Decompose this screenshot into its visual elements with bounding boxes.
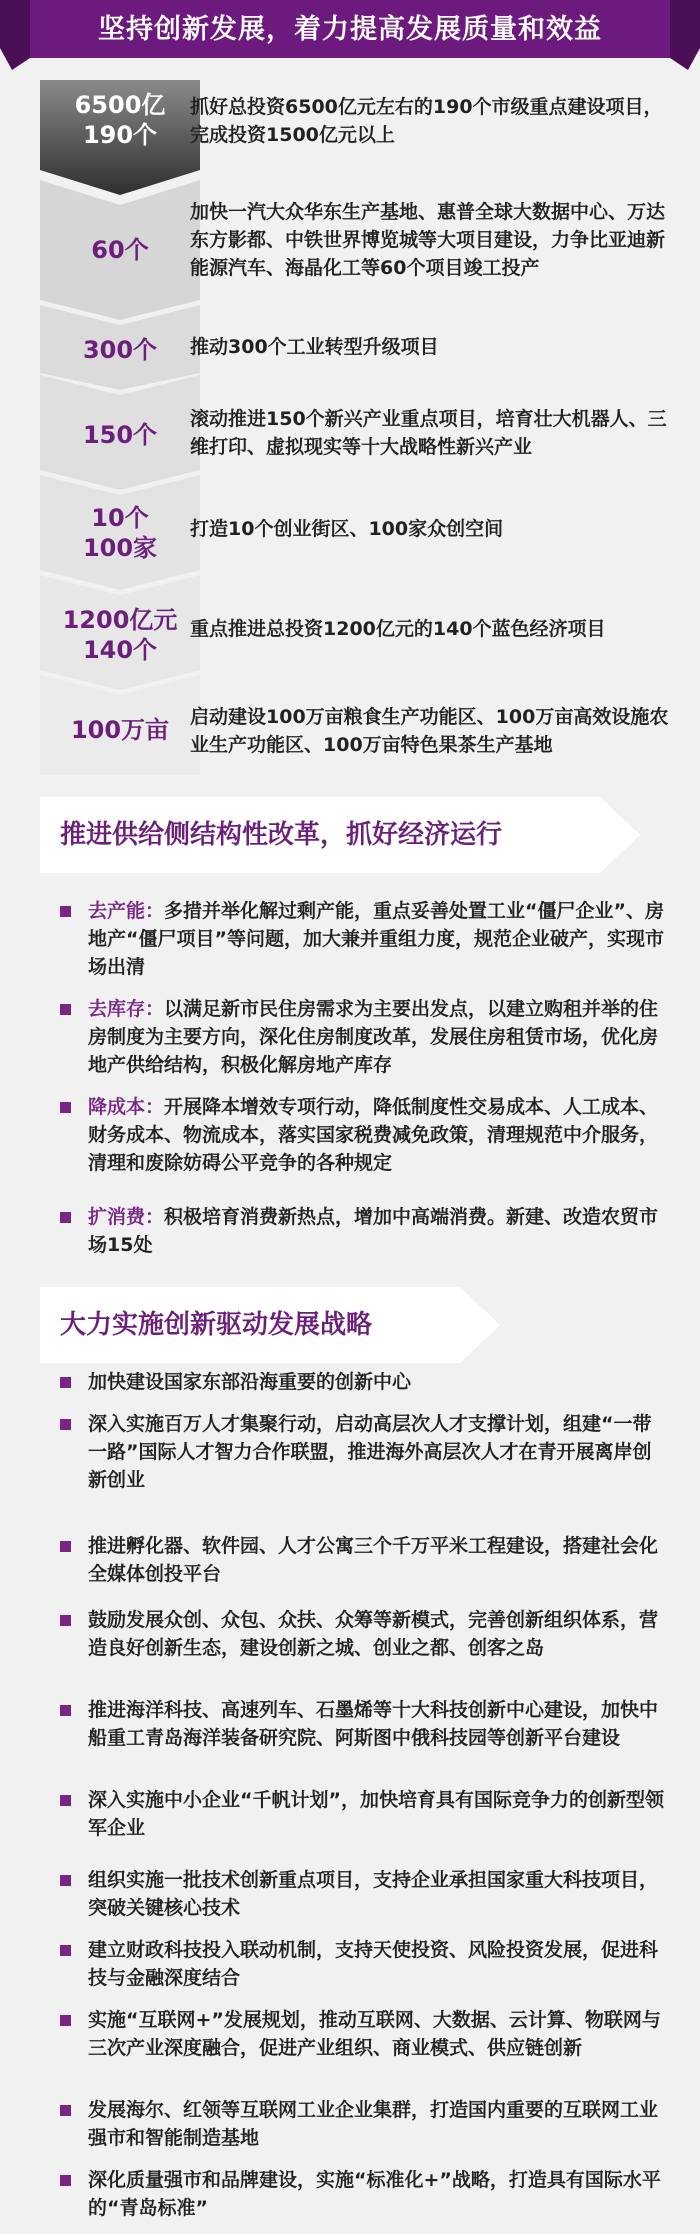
item-text: 推进孵化器、软件园、人才公寓三个千万平米工程建设，搭建社会化全媒体创投平台	[88, 1535, 659, 1585]
stack-description: 推动300个工业转型升级项目	[190, 336, 439, 358]
bullet-square-icon	[60, 2105, 71, 2116]
bullet-square-icon	[60, 2175, 71, 2186]
list-item	[60, 1786, 670, 1842]
item-text: 发展海尔、红领等互联网工业企业集群，打造国内重要的互联网工业强市和智能制造基地	[88, 2099, 659, 2149]
list-item	[60, 2006, 670, 2062]
bullet-square-icon	[60, 1377, 71, 1388]
stack-figure: 100家	[82, 534, 158, 562]
item-text: 建立财政科技投入联动机制，支持天使投资、风险投资发展，促进科技与金融深度结合	[88, 1939, 659, 1989]
list-item	[60, 1410, 670, 1494]
item-text: 加快建设国家东部沿海重要的创新中心	[88, 1371, 412, 1393]
stack-description: 打造10个创业街区、100家众创空间	[190, 518, 504, 540]
bullet-square-icon	[60, 1004, 71, 1015]
item-text: 鼓励发展众创、众包、众扶、众筹等新模式，完善创新组织体系，营造良好创新生态，建设创新之城、创业之都、创客之岛	[88, 1609, 659, 1659]
stack-row	[40, 575, 680, 690]
stack-figure: 10个	[91, 504, 149, 532]
item-text: 实施“互联网+”发展规划，推动互联网、大数据、云计算、物联网与三次产业深度融合，促进产业组织、商业模式、供应链创新	[88, 2009, 661, 2059]
stack-row	[40, 375, 680, 490]
banner-title: 坚持创新发展，着力提高发展质量和效益	[98, 14, 602, 45]
bullet-square-icon	[60, 1875, 71, 1886]
item-key: 去产能：	[88, 900, 165, 922]
bullet-square-icon	[60, 1945, 71, 1956]
stack-description: 抓好总投资6500亿元左右的190个市级重点建设项目，完成投资1500亿元以上	[190, 96, 663, 146]
bullet-square-icon	[60, 1795, 71, 1806]
stack-figure: 60个	[91, 236, 149, 264]
item-text: 多措并举化解过剩产能，重点妥善处置工业“僵尸企业”、房地产“僵尸项目”等问题，加大兼并重组力度，规范企业破产，实现市场出清	[88, 900, 664, 978]
section-title: 大力实施创新驱动发展战略	[60, 1310, 373, 1340]
bullet-square-icon	[60, 1212, 71, 1223]
top-banner	[0, 0, 700, 70]
stack-description: 滚动推进150个新兴产业重点项目，培育壮大机器人、三维打印、虚拟现实等十大战略性新兴产业	[190, 408, 667, 458]
list-item	[60, 995, 670, 1079]
item-text: 组织实施一批技术创新重点项目，支持企业承担国家重大科技项目，突破关键核心技术	[88, 1869, 659, 1919]
item-key: 去库存：	[88, 998, 165, 1020]
bullet-square-icon	[60, 1102, 71, 1113]
list-item	[60, 1936, 670, 1992]
list-item	[60, 2096, 670, 2152]
stack-description: 启动建设100万亩粮食生产功能区、100万亩高效设施农业生产功能区、100万亩特色果茶生产基地	[190, 706, 669, 756]
list-item	[60, 1696, 670, 1752]
list-item	[60, 2166, 670, 2222]
item-text: 深化质量强市和品牌建设，实施“标准化+”战略，打造具有国际水平的“青岛标准”	[88, 2169, 661, 2219]
stack-description: 加快一汽大众华东生产基地、惠普全球大数据中心、万达东方影都、中铁世界博览城等大项目建设，力争比亚迪新能源汽车、海晶化工等60个项目竣工投产	[190, 201, 666, 279]
stack-figure: 140个	[82, 636, 158, 664]
bullet-square-icon	[60, 1615, 71, 1626]
section-title: 推进供给侧结构性改革，抓好经济运行	[60, 820, 503, 850]
list-item	[60, 1093, 670, 1177]
item-key: 扩消费：	[88, 1206, 165, 1228]
bullet-square-icon	[60, 1541, 71, 1552]
list-item	[60, 1368, 670, 1396]
bullet-square-icon	[60, 1419, 71, 1430]
stack-figure: 1200亿元	[62, 606, 178, 634]
bullet-square-icon	[60, 906, 71, 917]
item-text: 推进海洋科技、高速列车、石墨烯等十大科技创新中心建设，加快中船重工青岛海洋装备研究院、阿斯图中俄科技园等创新平台建设	[88, 1699, 659, 1749]
list-item	[60, 1866, 670, 1922]
item-text: 深入实施中小企业“千帆计划”，加快培育具有国际竞争力的创新型领军企业	[88, 1789, 664, 1839]
item-text: 开展降本增效专项行动，降低制度性交易成本、人工成本、财务成本、物流成本，落实国家税费减免政策，清理规范中介服务，清理和废除妨碍公平竞争的各种规定	[88, 1096, 659, 1174]
stack-row	[40, 475, 680, 590]
item-key: 降成本：	[88, 1096, 165, 1118]
stack-figure: 100万亩	[70, 716, 170, 744]
stack-figure: 6500亿	[74, 91, 166, 119]
item-text: 深入实施百万人才集聚行动，启动高层次人才支撑计划，组建“一带一路”国际人才智力合作联盟，推进海外高层次人才在青开展离岸创新创业	[88, 1413, 652, 1491]
stack-row	[40, 180, 680, 320]
section-header-supply-side	[40, 797, 640, 873]
item-text: 积极培育消费新热点，增加中高端消费。新建、改造农贸市场15处	[88, 1206, 659, 1256]
list-item	[60, 897, 670, 981]
list-item	[60, 1606, 670, 1662]
section-header-innovation	[40, 1287, 640, 1363]
bullet-square-icon	[60, 2015, 71, 2026]
stack-row	[40, 675, 680, 775]
bullet-square-icon	[60, 1705, 71, 1716]
list-item	[60, 1203, 670, 1259]
stack-figure: 300个	[82, 336, 158, 364]
item-text: 以满足新市民住房需求为主要出发点，以建立购租并举的住房制度为主要方向，深化住房制度改革，发展住房租赁市场，优化房地产供给结构，积极化解房地产库存	[88, 998, 659, 1076]
stack-figure: 150个	[82, 421, 158, 449]
stack-description: 重点推进总投资1200亿元的140个蓝色经济项目	[190, 618, 606, 640]
stack-figure: 190个	[82, 121, 158, 149]
list-item	[60, 1532, 670, 1588]
stack-row	[40, 80, 680, 195]
